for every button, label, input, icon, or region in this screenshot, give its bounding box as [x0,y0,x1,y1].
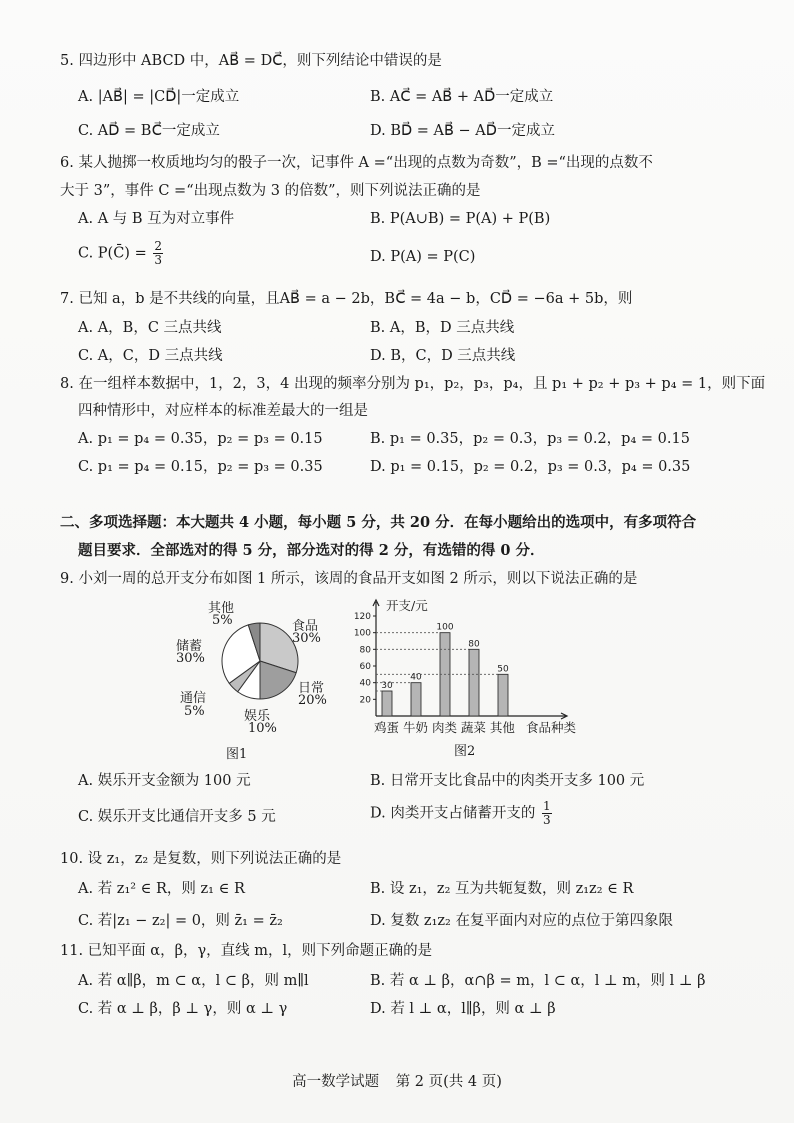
bar-chart-svg [350,592,590,762]
q6-option-a: A. A 与 B 互为对立事件 [78,211,235,227]
bar-y-tick-label-3: 80 [359,645,371,656]
bar-y-tick-label-0: 20 [359,695,371,706]
q8-option-c: C. p₁ = p₄ = 0.15，p₂ = p₃ = 0.35 [78,459,323,475]
q5-stem: 5. 四边形中 ABCD 中，AB⃗ = DC⃗，则下列结论中错误的是 [60,53,442,69]
q7-option-d: D. B，C，D 三点共线 [370,348,516,364]
bar-4 [498,674,508,716]
q11-option-d: D. 若 l ⊥ α，l∥β，则 α ⊥ β [370,1001,556,1017]
q11-option-a: A. 若 α∥β，m ⊂ α，l ⊂ β，则 m∥l [78,973,309,989]
q5-option-a: A. |AB⃗| = |CD⃗|一定成立 [78,89,240,105]
bar-3 [469,649,479,716]
bar-categories-label: 鸡蛋 牛奶 肉类 蔬菜 其他 [374,720,515,735]
bar-value-label-4: 50 [497,664,509,675]
q9-option-d-fraction [542,800,552,827]
q9-option-a: A. 娱乐开支金额为 100 元 [78,773,251,789]
q11-option-b: B. 若 α ⊥ β，α∩β = m，l ⊂ α，l ⊥ m，则 l ⊥ β [370,973,706,989]
bar-y-tick-label-5: 120 [353,612,371,622]
q7-option-b: B. A，B，D 三点共线 [370,320,515,336]
bar-y-tick-label-2: 60 [359,662,371,672]
bar-value-label-3: 80 [468,639,480,650]
pie-label-comm: 通信 [180,691,207,706]
q6-option-c-denominator: 3 [154,253,162,267]
q6-option-d: D. P(A) = P(C) [370,249,476,265]
q6-stem-line2: 大于 3”，事件 C =“出现点数为 3 的倍数”，则下列说法正确的是 [60,183,481,199]
pie-label-ent: 娱乐 [244,709,271,724]
bar-y-tick-label-4: 100 [353,628,371,639]
q9-option-d [370,800,552,827]
q7-option-c: C. A，C，D 三点共线 [78,348,223,364]
q10-option-c: C. 若|z₁ − z₂| = 0，则 z̄₁ = z̄₂ [78,913,283,929]
q11-stem: 11. 已知平面 α，β，γ，直线 m，l，则下列命题正确的是 [60,943,433,959]
q9-option-c: C. 娱乐开支比通信开支多 5 元 [78,809,276,825]
pie-label-other: 其他 [208,601,235,616]
pie-label-food-pct: 30% [292,631,321,646]
bar-value-label-0: 30 [381,681,393,691]
q9-option-b: B. 日常开支比食品中的肉类开支多 100 元 [370,773,645,789]
pie-label-ent-pct: 10% [248,721,277,736]
section2-heading-line2: 题目要求．全部选对的得 5 分，部分选对的得 2 分，有选错的得 0 分． [78,542,545,559]
bar-y-tick-label-1: 40 [359,678,371,689]
footer-page-number: 第 2 页(共 4 页) [395,1074,502,1090]
q10-stem: 10. 设 z₁，z₂ 是复数，则下列说法正确的是 [60,851,342,867]
q8-option-b: B. p₁ = 0.35，p₂ = 0.3，p₃ = 0.2，p₄ = 0.15 [370,431,690,447]
bar-value-label-2: 100 [436,622,454,633]
section2-heading-line1: 二、多项选择题：本大题共 4 小题，每小题 5 分，共 20 分．在每小题给出的选项中，有多项符合 [60,514,697,531]
figure1-pie-chart [160,595,350,765]
pie-label-saving: 储蓄 [176,639,203,654]
q5-option-d: D. BD⃗ = AB⃗ − AD⃗一定成立 [370,123,555,139]
q6-stem-line1: 6. 某人抛掷一枚质地均匀的骰子一次，记事件 A =“出现的点数为奇数”，B =“出现的点数不 [60,155,653,171]
pie-label-food: 食品 [292,619,319,634]
q9-option-d-numerator: 1 [542,799,551,813]
pie-label-daily: 日常 [298,681,325,696]
q8-stem-line1: 8. 在一组样本数据中，1，2，3，4 出现的频率分别为 p₁，p₂，p₃，p₄，且 p₁ + p₂ + p₃ + p₄ = 1，则下面 [60,376,766,392]
figure1-caption: 图1 [226,747,248,762]
q8-stem-line2: 四种情形中，对应样本的标准差最大的一组是 [78,403,368,419]
figure2-bar-chart [350,592,590,762]
bar-0 [382,691,392,716]
q9-stem: 9. 小刘一周的总开支分布如图 1 所示，该周的食品开支如图 2 所示，则以下说法正确的是 [60,571,638,587]
pie-label-daily-pct: 20% [298,693,327,708]
q5-option-b: B. AC⃗ = AB⃗ + AD⃗一定成立 [370,89,554,105]
q10-option-a: A. 若 z₁² ∈ R，则 z₁ ∈ R [78,881,245,897]
pie-label-other-pct: 5% [212,613,233,628]
q8-option-d: D. p₁ = 0.15，p₂ = 0.2，p₃ = 0.3，p₄ = 0.35 [370,459,691,475]
q10-option-d: D. 复数 z₁z₂ 在复平面内对应的点位于第四象限 [370,913,673,929]
q7-stem: 7. 已知 a，b 是不共线的向量，且AB⃗ = a − 2b，BC⃗ = 4a − b，CD⃗ = −6a + 5b，则 [60,291,633,307]
q5-option-c: C. AD⃗ = BC⃗一定成立 [78,123,220,139]
q10-option-b: B. 设 z₁，z₂ 互为共轭复数，则 z₁z₂ ∈ R [370,881,634,897]
bar-1 [411,683,421,716]
pie-label-saving-pct: 30% [176,651,205,666]
q11-option-c: C. 若 α ⊥ β，β ⊥ γ，则 α ⊥ γ [78,1001,288,1017]
q6-option-c [78,240,163,267]
bar-y-axis-label: 开支/元 [386,598,428,613]
footer-subject: 高一数学试题 [292,1074,380,1090]
page-footer [0,1070,794,1091]
pie-label-comm-pct: 5% [184,704,205,719]
q6-option-c-prefix: C. P(C̄) = [78,245,147,262]
bar-x-axis-label: 食品种类 [526,720,577,735]
bar-value-label-1: 40 [410,672,422,683]
q6-option-c-fraction [153,240,163,267]
q7-option-a: A. A，B，C 三点共线 [78,320,222,336]
q9-option-d-denominator: 3 [542,813,551,827]
q6-option-c-numerator: 2 [154,239,162,253]
q6-option-b: B. P(A∪B) = P(A) + P(B) [370,211,551,227]
q9-option-d-prefix: D. 肉类开支占储蓄开支的 [370,805,536,822]
figure2-caption: 图2 [454,744,476,759]
q8-option-a: A. p₁ = p₄ = 0.35，p₂ = p₃ = 0.15 [78,431,323,447]
